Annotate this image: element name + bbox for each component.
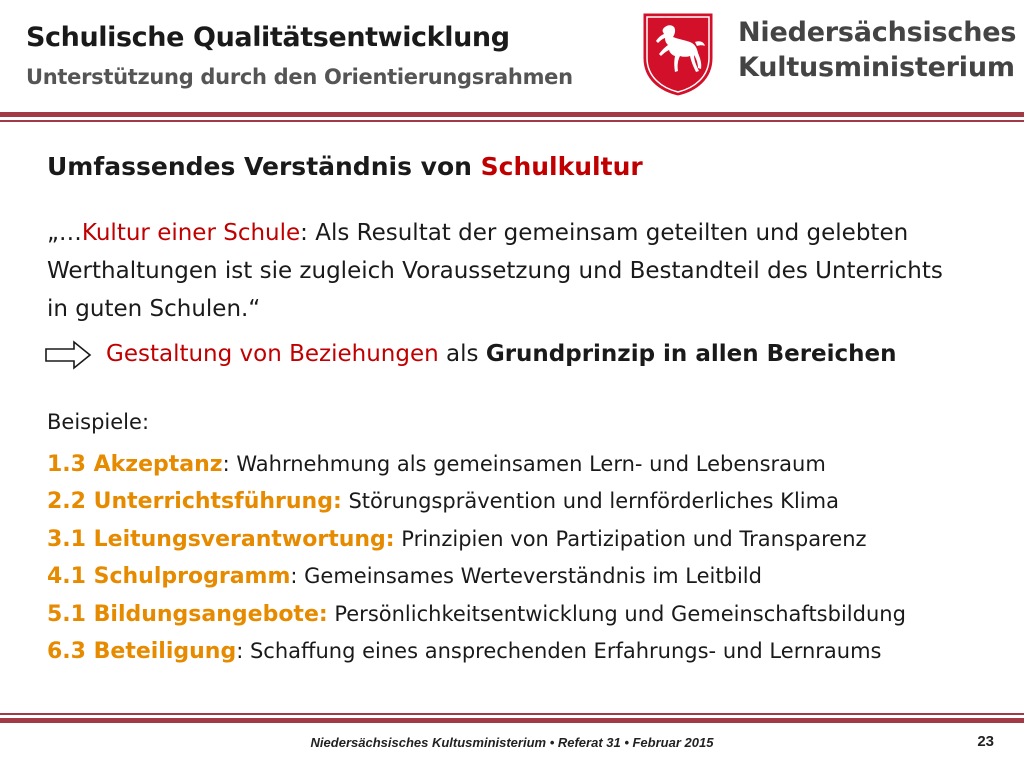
page-number: 23 [977, 733, 994, 750]
example-item [47, 521, 906, 558]
ministry-line-2: Kultusministerium [738, 52, 1015, 83]
example-text: Persönlichkeitsentwicklung und Gemeinschaftsbildung [327, 601, 906, 626]
footer-divider [0, 713, 1024, 723]
slide-subtitle: Unterstützung durch den Orientierungsrahmen [26, 65, 573, 89]
principle-red-part: Gestaltung von Beziehungen [106, 341, 439, 367]
heading-highlight: Schulkultur [480, 152, 643, 181]
divider-thin [0, 713, 1024, 715]
example-code: 4.1 Schulprogramm [47, 564, 291, 590]
example-text: Störungsprävention und lernförderliches Klima [341, 489, 839, 514]
quote-paragraph [47, 214, 967, 328]
divider-thin [0, 120, 1024, 122]
examples-list [47, 446, 906, 670]
divider-thick [0, 112, 1024, 117]
heading-prefix: Umfassendes Verständnis von [47, 152, 481, 181]
example-code: 6.3 Beteiligung [47, 638, 237, 664]
ministry-logo-text [738, 15, 1016, 85]
quote-open: „… [47, 220, 82, 246]
slide-title: Schulische Qualitätsentwicklung [26, 22, 510, 53]
example-item [47, 596, 906, 633]
example-text: : Gemeinsames Werteverständnis im Leitbild [290, 564, 762, 589]
principle-bold-part: Grundprinzip in allen Bereichen [485, 341, 897, 367]
example-text: : Schaffung eines ansprechenden Erfahrungs- und Lernraums [236, 638, 882, 663]
example-code: 1.3 Akzeptanz [47, 452, 223, 477]
principle-statement [106, 341, 897, 367]
example-item [47, 446, 906, 483]
right-arrow-icon [44, 340, 92, 370]
principle-middle: als [438, 341, 486, 367]
header-divider [0, 112, 1024, 122]
example-item [47, 558, 906, 595]
ministry-line-1: Niedersächsisches [738, 17, 1017, 48]
examples-label: Beispiele: [47, 410, 150, 434]
quote-rest: : Als Resultat der gemeinsam geteilten und gelebten Werthaltungen ist sie zugleich Voraussetzung und Bestandteil des Unterrichts in guten Schulen.“ [47, 220, 943, 322]
example-item [47, 633, 906, 670]
lower-saxony-horse-crest-icon [640, 10, 716, 98]
example-code: 2.2 Unterrichtsführung: [47, 489, 342, 515]
divider-thick [0, 718, 1024, 723]
footer-text: Niedersächsisches Kultusministerium • Referat 31 • Februar 2015 [310, 735, 714, 750]
example-text: Prinzipien von Partizipation und Transparenz [394, 526, 867, 551]
quote-term: Kultur einer Schule [81, 220, 301, 246]
example-code: 3.1 Leitungsverantwortung: [47, 526, 395, 552]
example-item [47, 483, 906, 520]
section-heading [47, 152, 643, 181]
example-code: 5.1 Bildungsangebote: [47, 601, 328, 627]
example-text: : Wahrnehmung als gemeinsamen Lern- und Lebensraum [222, 452, 826, 476]
